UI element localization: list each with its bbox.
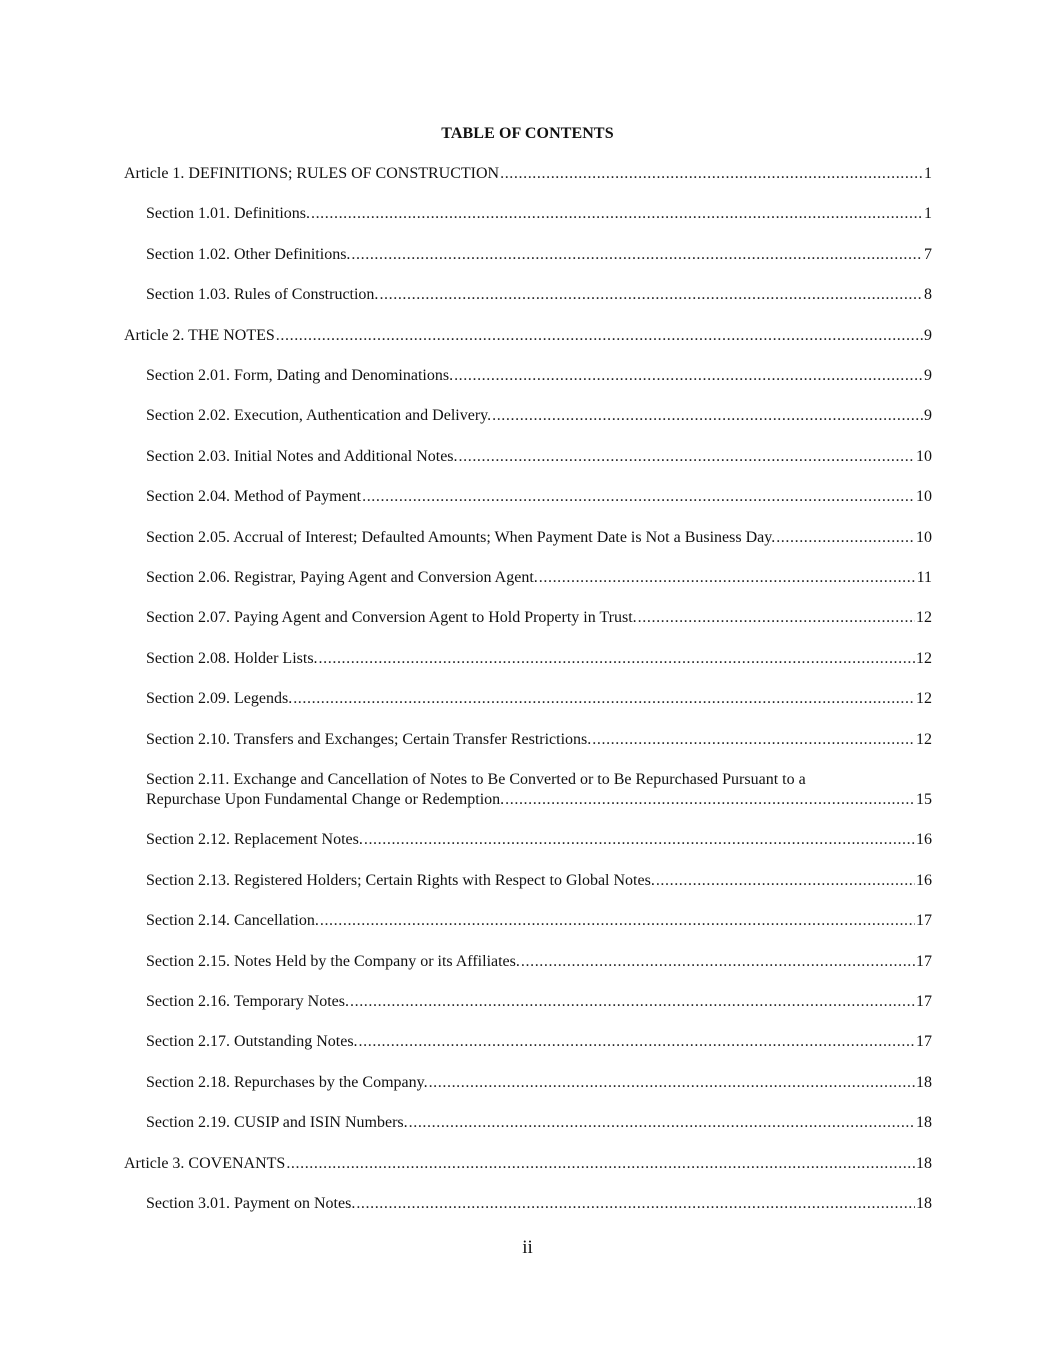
toc-entry-article[interactable] — [124, 326, 932, 346]
toc-page-number: 18 — [916, 1195, 932, 1212]
toc-entry-text: Section 2.04. Method of Payment — [146, 488, 362, 506]
dot-leader — [350, 992, 915, 1012]
toc-page-number: 10 — [916, 447, 932, 465]
toc-entry-text: Article 1. DEFINITIONS; RULES OF CONSTRUCTION — [124, 165, 500, 182]
toc-entry-line — [146, 1032, 932, 1052]
toc-page-number: 9 — [924, 326, 932, 344]
toc-entry-line — [146, 730, 932, 750]
toc-entry-text: Section 2.14. Cancellation. — [146, 912, 319, 930]
toc-page-number: 8 — [924, 286, 932, 304]
toc-entry-article[interactable] — [124, 164, 932, 184]
toc-entry-section[interactable] — [146, 992, 932, 1012]
toc-entry-section[interactable] — [146, 1194, 932, 1214]
toc-entry-article[interactable] — [124, 1154, 932, 1174]
toc-page-number: 12 — [916, 609, 932, 627]
dot-leader — [362, 487, 915, 507]
toc-entry-section[interactable] — [146, 204, 932, 224]
toc-entry-line — [146, 406, 932, 426]
toc-entry-line — [146, 1073, 932, 1093]
toc-entry-text: Section 2.08. Holder Lists. — [146, 649, 318, 667]
toc-entry-section[interactable] — [146, 911, 932, 931]
toc-entry-section[interactable] — [146, 487, 932, 507]
toc-page-number: 11 — [916, 569, 932, 586]
toc-entry-text: Section 2.09. Legends. — [146, 690, 293, 708]
toc-entry-line — [124, 326, 932, 346]
toc-entry-text: Section 2.13. Registered Holders; Certain Rights with Respect to Global Notes. — [146, 871, 655, 889]
dot-leader — [459, 447, 915, 467]
toc-page-number: 9 — [924, 407, 932, 425]
toc-page-number: 18 — [916, 1073, 932, 1091]
toc-entry-text: Article 2. THE NOTES — [124, 326, 275, 344]
toc-page-number: 10 — [916, 528, 932, 546]
toc-page-number: 17 — [916, 912, 932, 930]
toc-entry-line — [146, 911, 932, 931]
toc-entry-text: Section 2.18. Repurchases by the Company. — [146, 1073, 428, 1091]
toc-entry-line — [146, 1194, 932, 1214]
toc-entry-section[interactable] — [146, 447, 932, 467]
dot-leader — [776, 528, 915, 548]
toc-entry-line — [124, 164, 932, 184]
dot-leader — [293, 689, 915, 709]
toc-page-number: 17 — [916, 952, 932, 970]
toc-entry-line — [146, 608, 932, 628]
toc-page-number: 1 — [924, 165, 932, 182]
toc-entry-text: Section 2.03. Initial Notes and Additional Notes. — [146, 447, 458, 465]
toc-entry-text: Section 2.17. Outstanding Notes. — [146, 1033, 358, 1051]
toc-page-number: 16 — [916, 831, 932, 849]
toc-page-number: 1 — [924, 205, 932, 223]
toc-entry-line — [146, 871, 932, 891]
toc-entry-line — [146, 487, 932, 507]
toc-entry-section[interactable] — [146, 406, 932, 426]
toc-entry-text: Section 2.07. Paying Agent and Conversion Agent to Hold Property in Trust. — [146, 609, 637, 627]
toc-entry-text: Section 3.01. Payment on Notes. — [146, 1195, 356, 1212]
toc-title: TABLE OF CONTENTS — [441, 125, 614, 142]
toc-page-number: 18 — [916, 1114, 932, 1132]
dot-leader — [351, 245, 923, 265]
toc-entry-text-continued: Repurchase Upon Fundamental Change or Redemption. — [146, 791, 505, 808]
toc-entry-section[interactable] — [146, 1073, 932, 1093]
dot-leader — [429, 1073, 915, 1093]
toc-entry-line — [146, 790, 932, 810]
toc-entry-section[interactable] — [146, 608, 932, 628]
toc-entry-section[interactable] — [146, 568, 932, 588]
toc-entry-text: Section 2.15. Notes Held by the Company or its Affiliates. — [146, 952, 520, 970]
toc-page-number: 9 — [924, 367, 932, 384]
toc-entry-section[interactable] — [146, 689, 932, 709]
toc-entry-line — [146, 689, 932, 709]
toc-entry-text: Section 1.02. Other Definitions. — [146, 245, 351, 263]
toc-page-number: 16 — [916, 871, 932, 889]
toc-entry-text: Section 2.16. Temporary Notes. — [146, 993, 349, 1010]
toc-entry-line — [146, 447, 932, 467]
dot-leader — [500, 164, 923, 184]
dot-leader — [505, 790, 915, 810]
toc-entry-line — [146, 992, 932, 1012]
toc-entry-text: Section 2.12. Replacement Notes. — [146, 831, 363, 849]
toc-entry-line — [146, 285, 932, 305]
dot-leader — [454, 366, 923, 386]
toc-entry-section[interactable] — [146, 830, 932, 850]
dot-leader — [286, 1154, 915, 1174]
toc-entry-section[interactable] — [146, 245, 932, 265]
toc-entry-text: Section 2.19. CUSIP and ISIN Numbers. — [146, 1114, 408, 1132]
toc-entry-text: Section 2.06. Registrar, Paying Agent and Conversion Agent. — [146, 569, 538, 586]
page-number: ii — [522, 1237, 533, 1258]
toc-entry-section[interactable] — [146, 1032, 932, 1052]
toc-page-number: 10 — [916, 488, 932, 506]
toc-entry-section[interactable] — [146, 285, 932, 305]
toc-page-number: 15 — [916, 791, 932, 808]
toc-entry-text: Section 1.03. Rules of Construction. — [146, 286, 379, 304]
dot-leader — [276, 326, 923, 346]
dot-leader — [319, 649, 915, 669]
dot-leader — [379, 285, 923, 305]
toc-entry-line — [146, 830, 932, 850]
toc-page-number: 12 — [916, 730, 932, 748]
dot-leader — [492, 406, 923, 426]
toc-page-number: 12 — [916, 649, 932, 667]
dot-leader — [311, 204, 923, 224]
dot-leader — [656, 871, 915, 891]
dot-leader — [638, 608, 915, 628]
toc-page-number: 12 — [916, 690, 932, 708]
toc-entry-line — [146, 952, 932, 972]
dot-leader — [359, 1032, 915, 1052]
toc-entry-text: Section 1.01. Definitions. — [146, 205, 310, 223]
toc-entry-text: Section 2.01. Form, Dating and Denominations. — [146, 367, 454, 384]
toc-entry-line — [146, 204, 932, 224]
dot-leader — [320, 911, 915, 931]
toc-entry-section[interactable] — [146, 871, 932, 891]
toc-entry-section[interactable] — [146, 770, 932, 810]
toc-entry-section[interactable] — [146, 528, 932, 548]
toc-entry-section[interactable] — [146, 730, 932, 750]
toc-entry-line — [146, 366, 932, 386]
dot-leader — [539, 568, 916, 588]
dot-leader — [364, 830, 915, 850]
toc-page-number: 7 — [924, 245, 932, 263]
toc-entry-line — [146, 568, 932, 588]
toc-entry-line — [146, 245, 932, 265]
toc-entry-section[interactable] — [146, 952, 932, 972]
toc-entry-section[interactable] — [146, 1113, 932, 1133]
toc-entry-line — [146, 1113, 932, 1133]
toc-page-number: 17 — [916, 993, 932, 1010]
toc-entry-text: Section 2.05. Accrual of Interest; Defaulted Amounts; When Payment Date is Not a Business Day. — [146, 528, 776, 546]
toc-entry-line — [124, 1154, 932, 1174]
toc-entry-section[interactable] — [146, 649, 932, 669]
toc-entry-line — [146, 649, 932, 669]
dot-leader — [592, 730, 915, 750]
toc-entry-line — [146, 528, 932, 548]
toc-page-number: 17 — [916, 1033, 932, 1051]
toc-entry-text: Section 2.02. Execution, Authentication and Delivery. — [146, 407, 492, 425]
toc-entry-text: Article 3. COVENANTS — [124, 1154, 286, 1172]
dot-leader — [356, 1194, 915, 1214]
toc-page-number: 18 — [916, 1154, 932, 1172]
toc-entry-section[interactable] — [146, 366, 932, 386]
dot-leader — [409, 1113, 915, 1133]
toc-entry-text: Section 2.11. Exchange and Cancellation of Notes to Be Converted or to Be Repurchased Pursuant to a — [146, 771, 806, 788]
dot-leader — [521, 952, 915, 972]
toc-entry-text: Section 2.10. Transfers and Exchanges; Certain Transfer Restrictions. — [146, 730, 592, 748]
